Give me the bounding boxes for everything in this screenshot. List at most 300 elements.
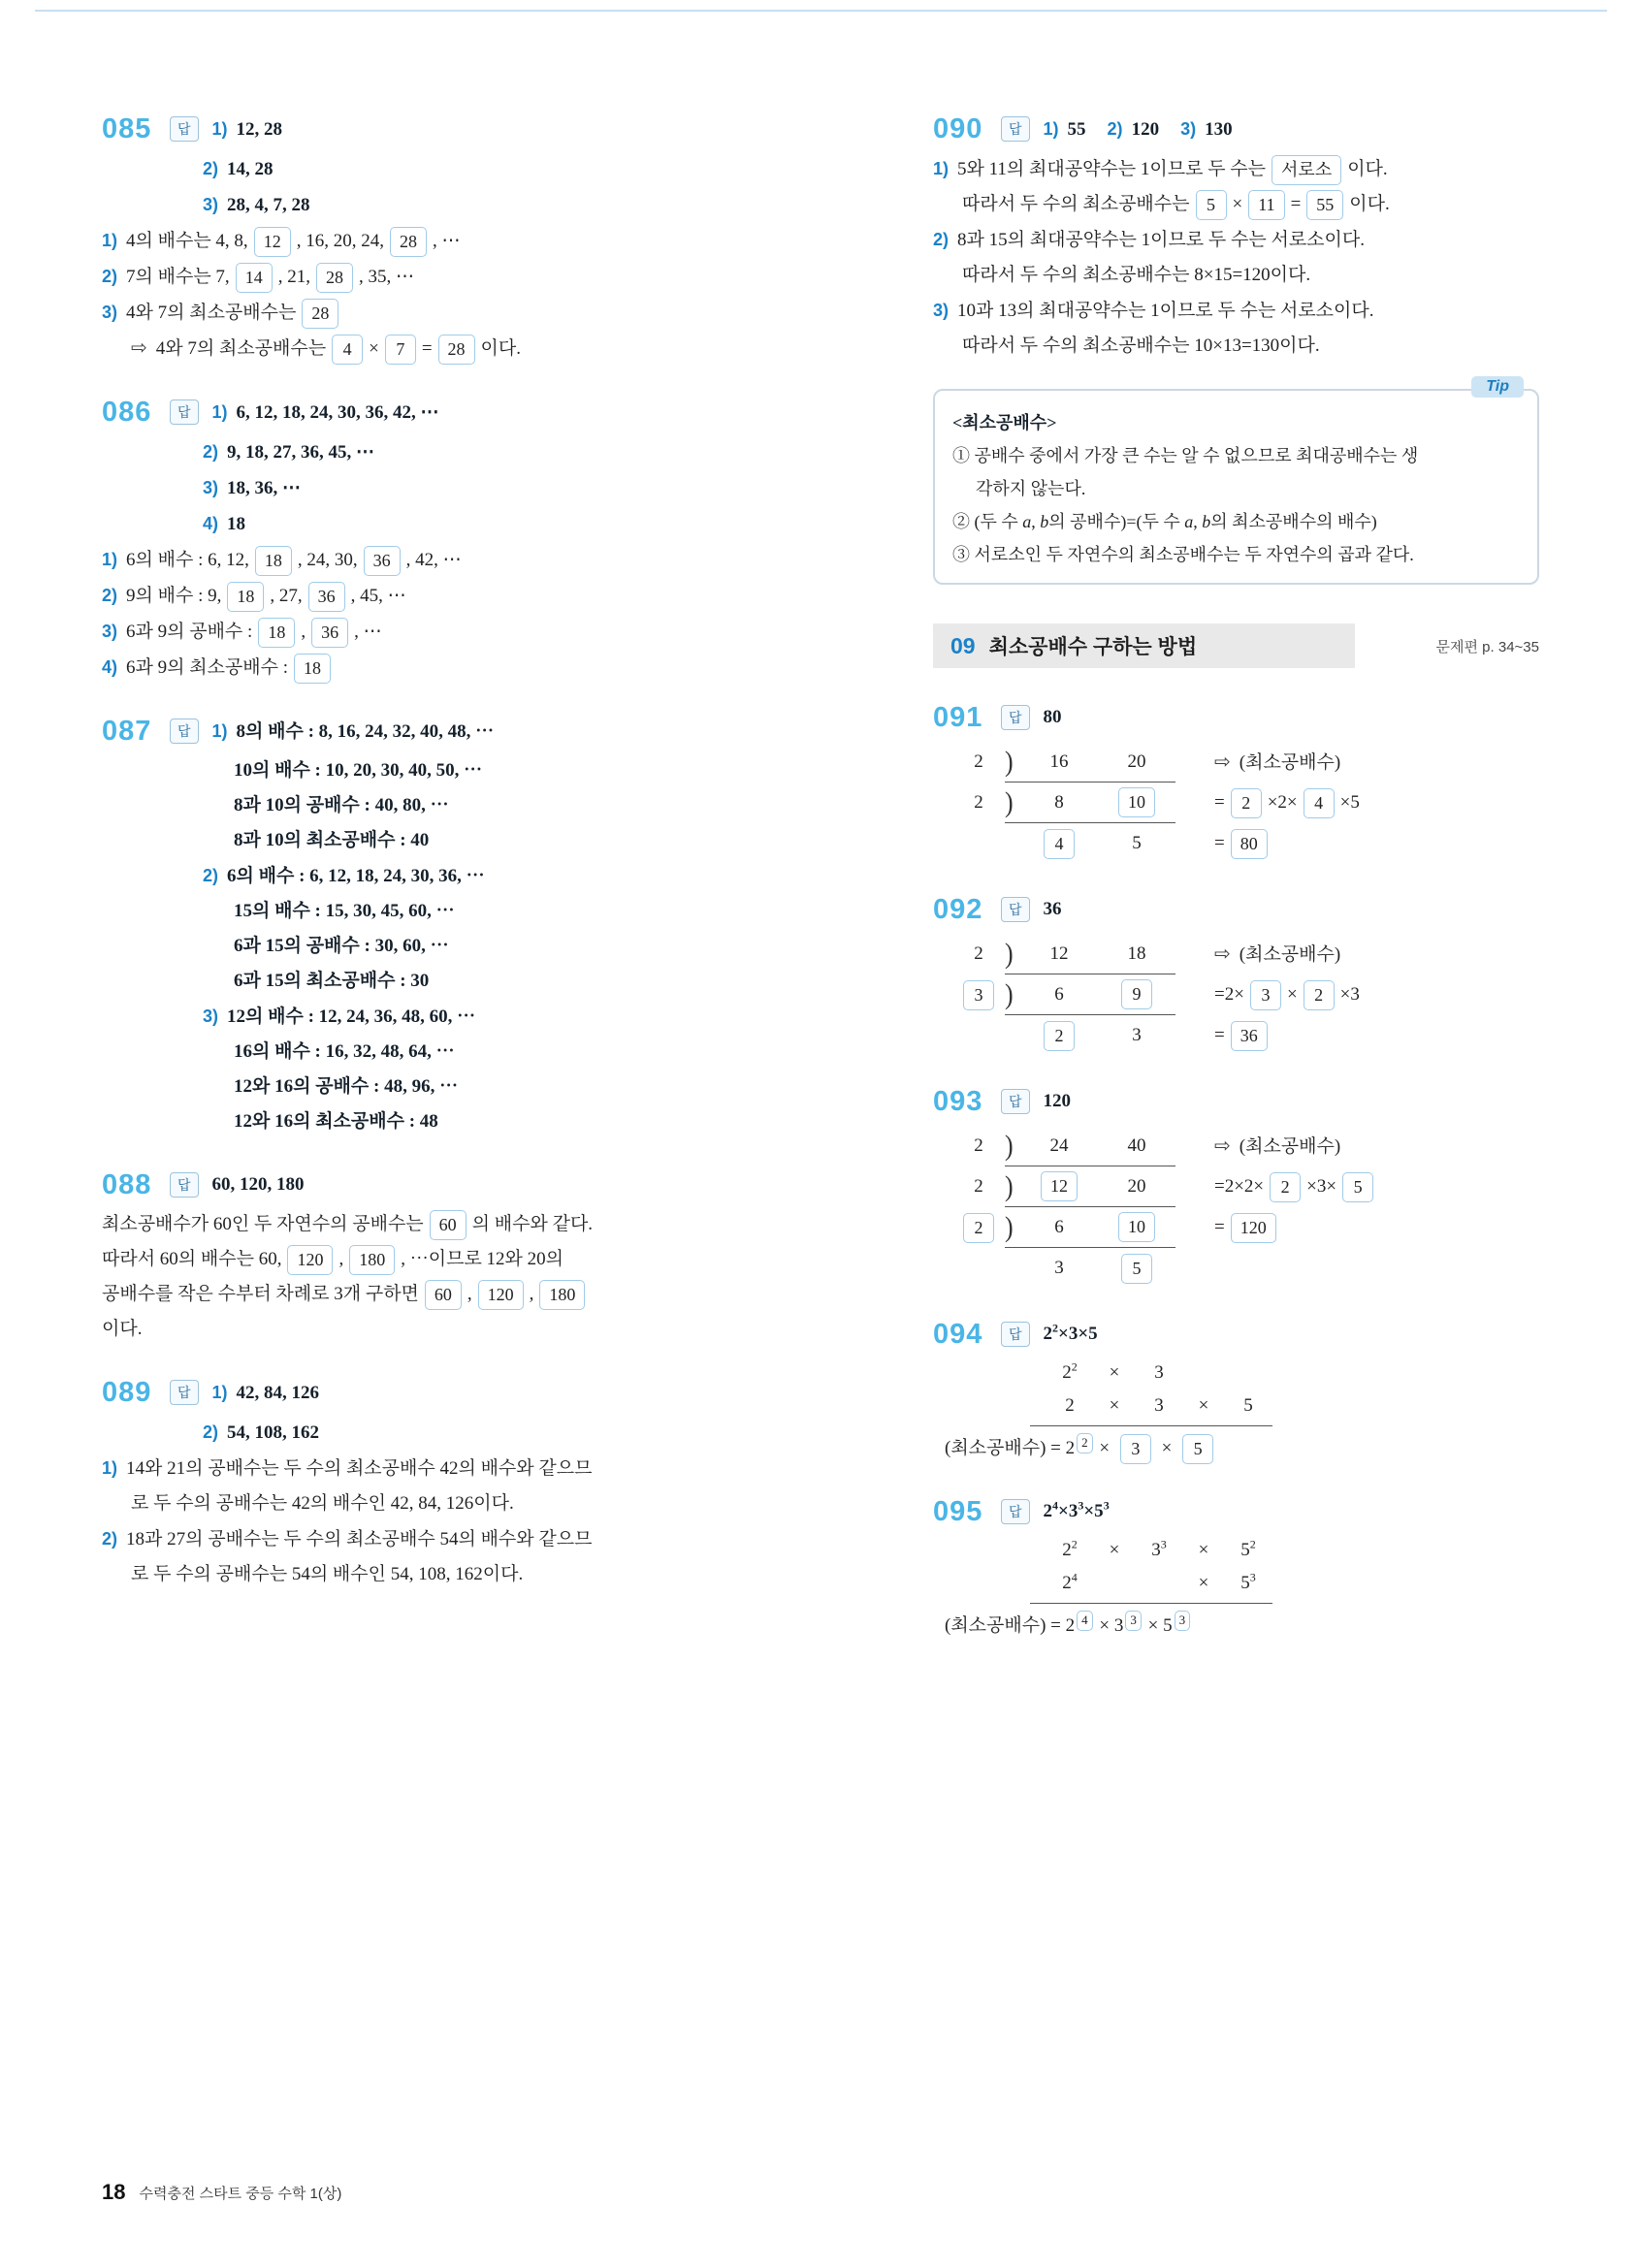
ladder-value: 16	[1049, 751, 1069, 772]
text-line	[102, 1521, 795, 1557]
item-number: 4)	[102, 657, 118, 677]
text-line	[234, 823, 795, 858]
text-line	[131, 331, 795, 367]
item-number: 3)	[102, 622, 118, 641]
ladder-value: 5	[1132, 833, 1142, 853]
answer-box: 28	[390, 227, 427, 257]
answer-box: 10	[1118, 787, 1155, 817]
text: 따라서 두 수의 최소공배수는 8×15=120이다.	[962, 265, 1311, 285]
answer-text: 18, 36, ⋯	[227, 478, 302, 498]
text: ×	[369, 338, 379, 359]
answer-badge: 답	[1001, 116, 1030, 142]
problem-header	[933, 889, 1539, 930]
item-number: 2)	[102, 586, 118, 605]
text-line	[131, 1486, 795, 1521]
text-line	[962, 329, 1539, 364]
problem-header	[933, 1314, 1539, 1355]
text-line	[203, 858, 795, 894]
answer-box: 4	[332, 335, 363, 365]
text: ×2×	[1267, 792, 1298, 813]
problem-header	[102, 1165, 795, 1205]
ladder-value: 40	[1127, 1134, 1146, 1156]
text-line	[1214, 934, 1360, 974]
text: 이다.	[102, 1319, 143, 1339]
answer-badge: 답	[170, 1380, 199, 1405]
answer-box: 5	[1182, 1434, 1213, 1464]
text: 14와 21의 공배수는 두 수의 최소공배수 42의 배수와 같으므	[126, 1458, 593, 1479]
ladder-row	[952, 1248, 1181, 1289]
ladder-divisor	[952, 980, 1005, 1010]
division-paren: )	[1005, 785, 1014, 818]
text-line	[102, 542, 795, 578]
item-number: 2)	[203, 159, 219, 178]
text: 8과 15의 최대공약수는 1이므로 두 수는 서로소이다.	[957, 230, 1365, 250]
ladder-value: 3	[1054, 1258, 1064, 1278]
answer-line	[212, 114, 283, 144]
item-number: 1)	[1043, 118, 1059, 139]
text-line	[102, 1451, 795, 1486]
item-number: 3)	[203, 1006, 219, 1026]
ladder	[952, 742, 1181, 864]
problem-header	[102, 711, 795, 751]
answer-box: 55	[1306, 190, 1343, 220]
text-line	[952, 538, 1520, 571]
text-line	[102, 295, 795, 331]
text: (최소공배수) = 2	[945, 1438, 1076, 1458]
answer-box: 10	[1118, 1212, 1155, 1242]
text: 9의 배수 : 9,	[126, 586, 222, 606]
text: ② (두 수	[952, 512, 1023, 531]
answer-text: 12, 28	[236, 118, 283, 140]
answer-line	[212, 398, 439, 428]
text-line	[102, 1242, 795, 1277]
answer-box: 120	[478, 1280, 524, 1310]
answer-box: 4	[1077, 1611, 1093, 1631]
ladder-numbers	[1005, 1015, 1175, 1056]
answer-text: 6, 12, 18, 24, 30, 36, 42, ⋯	[236, 401, 439, 423]
answer-text: 120	[1043, 1091, 1072, 1111]
text-line	[1214, 783, 1360, 823]
factor-cell: $2^4$	[1062, 1570, 1078, 1593]
division-ladder	[952, 742, 1539, 864]
arrow-icon: ⇨	[1214, 1135, 1231, 1157]
division-ladder	[952, 1126, 1539, 1289]
text: (최소공배수)	[1239, 1136, 1341, 1157]
text: 4의 배수는 4, 8,	[126, 231, 248, 251]
answer-badge: 답	[170, 116, 199, 142]
ladder-numbers	[1005, 1207, 1175, 1248]
text: (최소공배수) = 2	[945, 1615, 1076, 1636]
item-number: 2)	[933, 230, 950, 249]
answer-box: 2	[1044, 1021, 1075, 1051]
answer-box: 80	[1231, 829, 1268, 859]
answer-text: 12와 16의 공배수 : 48, 96, ⋯	[234, 1076, 459, 1097]
ladder-divisor: 2	[974, 792, 983, 813]
ladder-numbers	[1005, 1166, 1175, 1207]
ladder-row	[952, 783, 1181, 823]
prime-factorization	[945, 1534, 1539, 1644]
answer-box: 36	[308, 582, 345, 612]
problem-090	[933, 109, 1539, 364]
ladder-row	[952, 742, 1181, 783]
answer-text: 54, 108, 162	[227, 1422, 320, 1443]
ladder-numbers	[1005, 934, 1175, 974]
text-line	[1214, 823, 1360, 864]
answer-box: 9	[1121, 979, 1152, 1009]
exponent: 2	[1071, 1537, 1078, 1551]
answer-text: 60, 120, 180	[211, 1174, 305, 1195]
problem-087	[102, 711, 795, 1139]
factor-cell	[1137, 1567, 1181, 1600]
ladder-value: 12	[1049, 942, 1069, 964]
text-line	[234, 964, 795, 999]
problem-header	[102, 109, 795, 149]
ladder-value	[1020, 829, 1098, 859]
item-number: 4)	[203, 514, 219, 533]
ladder-row	[952, 934, 1181, 974]
answer-badge: 답	[1001, 705, 1030, 730]
answer-box: 3	[1125, 1611, 1142, 1631]
problem-number: 093	[933, 1085, 983, 1117]
variable: a	[1022, 512, 1032, 531]
answer-badge: 답	[170, 719, 199, 744]
variable: b	[1040, 512, 1049, 531]
text-line	[933, 222, 1539, 258]
answer-box: 4	[1304, 788, 1335, 818]
division-ladder	[952, 934, 1539, 1056]
section-title: 최소공배수 구하는 방법	[988, 636, 1198, 658]
answer-text: 9, 18, 27, 36, 45, ⋯	[227, 442, 375, 463]
text-line	[962, 258, 1539, 293]
lcm-annotation	[1214, 742, 1360, 864]
exponent: 4	[1071, 1570, 1078, 1584]
text-line	[952, 406, 1520, 439]
text-line	[945, 1609, 1539, 1644]
sum-line	[1030, 1603, 1272, 1604]
exponent: 2	[1249, 1537, 1256, 1551]
text: ×5	[1339, 792, 1360, 813]
text-line	[203, 506, 795, 542]
text-line	[234, 894, 795, 929]
text: (최소공배수)	[1239, 752, 1341, 773]
text-line	[234, 788, 795, 823]
exponent: 3	[1249, 1570, 1256, 1584]
tip-box	[933, 378, 1539, 585]
factor-cell: $3^3$	[1151, 1537, 1167, 1560]
spacer	[1159, 134, 1180, 135]
footer-title: 수력충전 스타트 중등 수학 1(상)	[139, 2185, 342, 2202]
text: ×	[1094, 1438, 1114, 1458]
text: , 27,	[270, 586, 303, 606]
answer-line	[1044, 1497, 1110, 1526]
factor-cell: 5	[1243, 1395, 1253, 1416]
text: 6과 9의 최소공배수 :	[126, 657, 289, 678]
text: =2×2×	[1214, 1176, 1265, 1197]
answer-badge: 답	[1001, 897, 1030, 922]
answer-box: 36	[1231, 1021, 1268, 1051]
answer-box: 14	[236, 263, 273, 293]
answer-box: 5	[1342, 1172, 1373, 1202]
factor-cell	[1181, 1357, 1226, 1390]
text-line	[234, 753, 795, 788]
answer-box: 18	[294, 654, 331, 684]
answer-box: 18	[258, 618, 295, 648]
text: 로 두 수의 공배수는 54의 배수인 54, 108, 162이다.	[131, 1564, 524, 1584]
text: ,	[338, 1249, 344, 1269]
problem-header	[933, 697, 1539, 738]
answer-box: 28	[438, 335, 475, 365]
item-number: 3)	[1180, 118, 1197, 139]
problem-093	[933, 1081, 1539, 1289]
problem-088	[102, 1165, 795, 1347]
answer-box: 5	[1196, 190, 1227, 220]
problem-number: 087	[102, 715, 152, 747]
factor-cell: ×	[1109, 1362, 1120, 1383]
ladder-row	[952, 1015, 1181, 1056]
problem-085	[102, 109, 795, 367]
answer-box: 28	[302, 299, 338, 329]
problem-number: 085	[102, 112, 152, 144]
answer-text: 6의 배수 : 6, 12, 18, 24, 30, 36, ⋯	[227, 866, 485, 886]
problem-092	[933, 889, 1539, 1056]
answer-line	[1044, 114, 1233, 144]
variable: a	[1184, 512, 1194, 531]
page-top-rule	[35, 10, 1607, 12]
problem-089	[102, 1372, 795, 1592]
exponent	[1173, 1613, 1193, 1627]
answer-box: 12	[254, 227, 291, 257]
answer-box: 120	[287, 1245, 333, 1275]
text-line	[234, 929, 795, 964]
text: =	[1290, 194, 1302, 214]
text: ×	[1286, 984, 1298, 1005]
division-paren: )	[1005, 1129, 1014, 1162]
text-line	[933, 151, 1539, 187]
text-line	[234, 1035, 795, 1070]
text: , 45, ⋯	[350, 586, 406, 606]
exponent: 2	[1071, 1359, 1078, 1374]
ladder	[952, 934, 1181, 1056]
division-paren: )	[1005, 977, 1014, 1010]
answer-text: 120	[1131, 118, 1160, 140]
answer-box: 36	[311, 618, 348, 648]
text-line	[952, 505, 1520, 538]
text-line	[102, 223, 795, 259]
section-header	[933, 623, 1539, 668]
text: 7의 배수는 7,	[126, 267, 230, 287]
text: =	[1214, 792, 1225, 813]
ladder-value: 24	[1049, 1134, 1069, 1156]
item-number: 2)	[102, 1529, 118, 1549]
answer-text: ×3	[1058, 1501, 1079, 1521]
text-line	[203, 151, 795, 187]
factor-cell: $5^3$	[1240, 1570, 1256, 1593]
text: ③ 서로소인 두 자연수의 최소공배수는 두 자연수의 곱과 같다.	[952, 545, 1414, 564]
item-number: 1)	[211, 720, 228, 741]
ladder-value: 6	[1054, 1216, 1064, 1237]
text: × 5	[1143, 1615, 1173, 1636]
factor-row	[1047, 1567, 1539, 1600]
item-number: 1)	[211, 118, 228, 139]
problem-number: 088	[102, 1168, 152, 1200]
problem-header	[933, 109, 1539, 149]
section-bar	[933, 623, 1355, 668]
text: , 21,	[277, 267, 310, 287]
answer-text: 8의 배수 : 8, 16, 24, 32, 40, 48, ⋯	[236, 720, 495, 742]
text: , 24, 30,	[297, 550, 358, 570]
division-paren: )	[1005, 937, 1014, 970]
answer-text: <최소공배수>	[952, 413, 1057, 432]
text: , ⋯	[354, 622, 382, 642]
answer-badge: 답	[170, 399, 199, 425]
item-number: 3)	[203, 195, 219, 214]
ladder-value	[1098, 787, 1175, 817]
text: ① 공배수 중에서 가장 큰 수는 알 수 없으므로 최대공배수는 생	[952, 446, 1419, 465]
page-footer	[102, 2180, 341, 2205]
answer-text: ×3×5	[1058, 1324, 1098, 1344]
factor-cell: ×	[1198, 1540, 1209, 1560]
factor-cell: 3	[1154, 1362, 1164, 1383]
item-number: 3)	[933, 301, 950, 320]
answer-box: 12	[1041, 1171, 1078, 1201]
division-paren: )	[1005, 745, 1014, 778]
item-number: 1)	[102, 1458, 118, 1478]
ladder-numbers	[1005, 823, 1175, 864]
text: ×3	[1339, 984, 1360, 1005]
text-line	[234, 1070, 795, 1104]
text-line	[102, 1277, 795, 1312]
division-paren: )	[1005, 1210, 1014, 1243]
ladder-numbers	[1005, 974, 1175, 1015]
text: 각하지 않는다.	[976, 479, 1086, 498]
item-number: 3)	[203, 478, 219, 497]
factor-cell: $5^2$	[1240, 1537, 1256, 1560]
answer-text: ×5	[1083, 1501, 1104, 1521]
answer-text: 8과 10의 공배수 : 40, 80, ⋯	[234, 795, 449, 815]
answer-box: 4	[1044, 829, 1075, 859]
ladder-value	[1098, 1212, 1175, 1242]
answer-box: 2	[1231, 788, 1262, 818]
text: 이다.	[1347, 159, 1388, 179]
text-line	[102, 259, 795, 295]
answer-text: 10의 배수 : 10, 20, 30, 40, 50, ⋯	[234, 760, 483, 781]
text: ,	[467, 1284, 472, 1304]
ladder-row	[952, 823, 1181, 864]
ladder-numbers	[1005, 742, 1175, 783]
answer-text: 42, 84, 126	[236, 1382, 320, 1403]
factor-cell: 2	[1065, 1395, 1075, 1416]
text: , 16, 20, 24,	[296, 231, 384, 251]
factor-cell: $2^2$	[1062, 1537, 1078, 1560]
section-number: 09	[950, 632, 976, 658]
answer-box: 60	[430, 1210, 467, 1240]
ladder-numbers	[1005, 1126, 1175, 1166]
text: 이다.	[1349, 194, 1390, 214]
text: ,	[529, 1284, 534, 1304]
ladder	[952, 1126, 1181, 1289]
text-line	[102, 614, 795, 650]
text-line	[1214, 1126, 1379, 1166]
answer-box: 3	[1250, 980, 1281, 1010]
ladder-value: 8	[1054, 791, 1064, 813]
problem-number: 095	[933, 1495, 983, 1527]
answer-box: 3	[963, 980, 994, 1010]
answer-box: 11	[1248, 190, 1284, 220]
problem-header	[933, 1081, 1539, 1122]
answer-badge: 답	[1001, 1089, 1030, 1114]
text: 로 두 수의 공배수는 42의 배수인 42, 84, 126이다.	[131, 1493, 514, 1514]
answer-box: 2	[1270, 1172, 1301, 1202]
exponent: 3	[1103, 1498, 1110, 1513]
text: ×3×	[1306, 1176, 1337, 1197]
text: 의 최소공배수의 배수)	[1210, 512, 1377, 531]
text: (최소공배수)	[1239, 944, 1341, 965]
exponent: 4	[1052, 1498, 1059, 1513]
problem-number: 086	[102, 396, 152, 428]
ladder-value: 20	[1127, 751, 1146, 772]
problem-094	[933, 1314, 1539, 1466]
answer-box: 18	[255, 546, 292, 576]
problem-number: 089	[102, 1376, 152, 1408]
ladder-row	[952, 1126, 1181, 1166]
answer-box: 7	[385, 335, 416, 365]
answer-text: 36	[1043, 899, 1062, 919]
text: =	[421, 338, 433, 359]
answer-box: 서로소	[1272, 155, 1341, 185]
answer-text: 2	[1043, 1501, 1053, 1521]
text: × 3	[1094, 1615, 1124, 1636]
left-column	[102, 109, 795, 1617]
answer-line	[1044, 1320, 1098, 1349]
item-number: 3)	[102, 303, 118, 322]
factor-cell	[1092, 1567, 1137, 1600]
ladder-divisor: 2	[974, 1135, 983, 1156]
factor-row	[1047, 1390, 1539, 1422]
text: 4와 7의 최소공배수는	[126, 303, 297, 323]
text: 이다.	[480, 338, 522, 359]
item-number: 2)	[1107, 118, 1123, 139]
problem-number: 092	[933, 893, 983, 925]
text: 18과 27의 공배수는 두 수의 최소공배수 54의 배수와 같으므	[126, 1529, 593, 1549]
answer-text: 55	[1067, 118, 1086, 140]
problem-086	[102, 392, 795, 686]
answer-box: 120	[1231, 1213, 1276, 1243]
answer-line	[1044, 703, 1062, 732]
exponent	[1123, 1613, 1143, 1627]
text: , 42, ⋯	[405, 550, 462, 570]
lcm-annotation	[1214, 934, 1360, 1056]
factor-cell: ×	[1109, 1540, 1120, 1560]
problem-number: 091	[933, 701, 983, 733]
ladder-value	[1098, 1254, 1175, 1284]
arrow-icon: ⇨	[131, 337, 147, 359]
answer-text: 28, 4, 7, 28	[227, 195, 310, 215]
item-number: 1)	[211, 401, 228, 422]
item-number: 2)	[102, 267, 118, 286]
problem-number: 090	[933, 112, 983, 144]
text-line	[203, 434, 795, 470]
answer-box: 2	[1304, 980, 1335, 1010]
sum-line	[1030, 1425, 1272, 1426]
factor-cell: $2^2$	[1062, 1359, 1078, 1383]
text: 4와 7의 최소공배수는	[155, 338, 327, 359]
problem-header	[933, 1491, 1539, 1532]
text: , 35, ⋯	[358, 267, 414, 287]
exponent: 3	[1078, 1498, 1084, 1513]
text: =	[1214, 1025, 1225, 1045]
text: 10과 13의 최대공약수는 1이므로 두 수는 서로소이다.	[957, 301, 1374, 321]
text-line	[962, 187, 1539, 222]
